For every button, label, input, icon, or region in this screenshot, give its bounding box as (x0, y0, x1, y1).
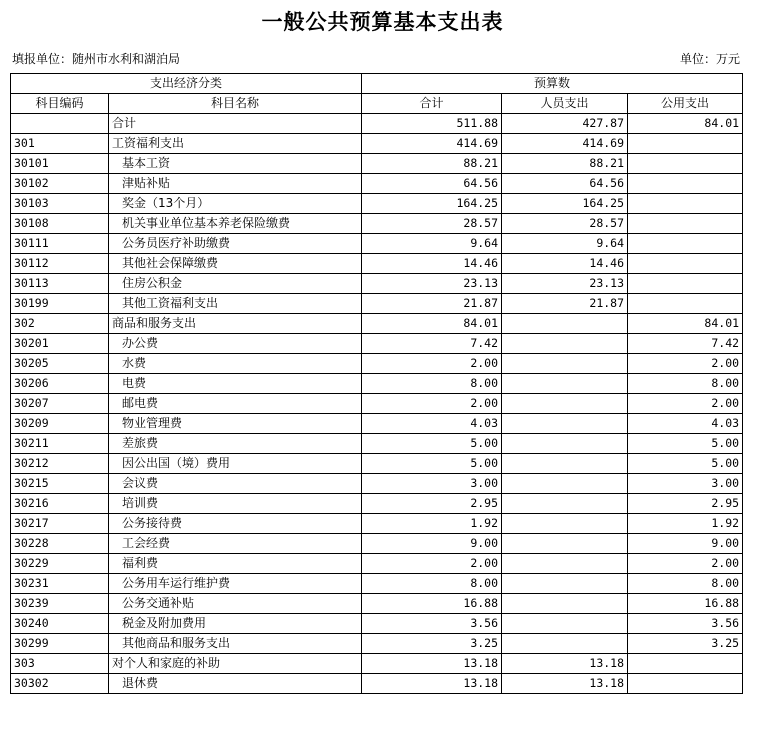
cell-name: 津贴补贴 (109, 174, 362, 194)
cell-personnel (502, 454, 628, 474)
cell-total: 8.00 (362, 374, 502, 394)
cell-personnel (502, 534, 628, 554)
cell-code: 30207 (11, 394, 109, 414)
table-row (11, 534, 743, 554)
header-budget-amount: 预算数 (362, 74, 743, 94)
table-row (11, 654, 743, 674)
cell-total: 64.56 (362, 174, 502, 194)
cell-public: 3.56 (628, 614, 743, 634)
cell-name: 差旅费 (109, 434, 362, 454)
header-public: 公用支出 (628, 94, 743, 114)
cell-public: 84.01 (628, 314, 743, 334)
cell-total: 2.00 (362, 394, 502, 414)
cell-name: 退休费 (109, 674, 362, 694)
cell-public (628, 214, 743, 234)
cell-personnel (502, 434, 628, 454)
cell-code (11, 114, 109, 134)
cell-public (628, 154, 743, 174)
cell-total: 8.00 (362, 574, 502, 594)
cell-name: 物业管理费 (109, 414, 362, 434)
cell-personnel (502, 334, 628, 354)
table-row (11, 114, 743, 134)
cell-code: 30205 (11, 354, 109, 374)
cell-code: 30215 (11, 474, 109, 494)
header-code: 科目编码 (11, 94, 109, 114)
cell-total: 3.25 (362, 634, 502, 654)
table-body (11, 114, 743, 694)
cell-total: 164.25 (362, 194, 502, 214)
cell-public (628, 174, 743, 194)
cell-name: 工会经费 (109, 534, 362, 554)
cell-personnel: 21.87 (502, 294, 628, 314)
cell-public: 5.00 (628, 434, 743, 454)
cell-personnel (502, 514, 628, 534)
table-row (11, 394, 743, 414)
table-row (11, 634, 743, 654)
cell-code: 30231 (11, 574, 109, 594)
cell-name: 工资福利支出 (109, 134, 362, 154)
cell-name: 机关事业单位基本养老保险缴费 (109, 214, 362, 234)
cell-personnel (502, 414, 628, 434)
cell-total: 414.69 (362, 134, 502, 154)
cell-personnel (502, 614, 628, 634)
cell-name: 税金及附加费用 (109, 614, 362, 634)
cell-personnel (502, 594, 628, 614)
cell-code: 30206 (11, 374, 109, 394)
cell-personnel (502, 574, 628, 594)
cell-public (628, 654, 743, 674)
header-row-columns (11, 94, 743, 114)
cell-public (628, 234, 743, 254)
table-row (11, 474, 743, 494)
table-row (11, 234, 743, 254)
cell-total: 2.00 (362, 554, 502, 574)
cell-personnel: 427.87 (502, 114, 628, 134)
cell-public (628, 294, 743, 314)
table-row (11, 194, 743, 214)
cell-code: 30217 (11, 514, 109, 534)
cell-total: 23.13 (362, 274, 502, 294)
cell-code: 30108 (11, 214, 109, 234)
table-row (11, 354, 743, 374)
table-row (11, 514, 743, 534)
cell-personnel: 14.46 (502, 254, 628, 274)
cell-total: 511.88 (362, 114, 502, 134)
cell-name: 邮电费 (109, 394, 362, 414)
reporting-unit: 填报单位：随州市水利和湖泊局 (12, 52, 181, 66)
cell-code: 30111 (11, 234, 109, 254)
cell-personnel: 414.69 (502, 134, 628, 154)
header-personnel: 人员支出 (502, 94, 628, 114)
cell-name: 其他工资福利支出 (109, 294, 362, 314)
cell-personnel (502, 494, 628, 514)
cell-personnel (502, 634, 628, 654)
cell-code: 30113 (11, 274, 109, 294)
cell-code: 30199 (11, 294, 109, 314)
cell-name: 基本工资 (109, 154, 362, 174)
cell-total: 7.42 (362, 334, 502, 354)
cell-code: 30209 (11, 414, 109, 434)
table-row (11, 434, 743, 454)
cell-public: 1.92 (628, 514, 743, 534)
cell-total: 4.03 (362, 414, 502, 434)
cell-name: 福利费 (109, 554, 362, 574)
cell-public: 2.00 (628, 354, 743, 374)
table-row (11, 274, 743, 294)
cell-personnel: 64.56 (502, 174, 628, 194)
cell-total: 28.57 (362, 214, 502, 234)
cell-total: 84.01 (362, 314, 502, 334)
cell-name: 其他社会保障缴费 (109, 254, 362, 274)
cell-total: 13.18 (362, 674, 502, 694)
cell-personnel (502, 474, 628, 494)
cell-code: 302 (11, 314, 109, 334)
cell-code: 303 (11, 654, 109, 674)
cell-name: 公务员医疗补助缴费 (109, 234, 362, 254)
cell-personnel: 23.13 (502, 274, 628, 294)
table-row (11, 454, 743, 474)
cell-public (628, 254, 743, 274)
cell-code: 30302 (11, 674, 109, 694)
cell-name: 合计 (109, 114, 362, 134)
cell-public: 16.88 (628, 594, 743, 614)
cell-code: 30211 (11, 434, 109, 454)
cell-code: 30239 (11, 594, 109, 614)
cell-public: 7.42 (628, 334, 743, 354)
table-row (11, 154, 743, 174)
cell-public: 5.00 (628, 454, 743, 474)
cell-total: 3.00 (362, 474, 502, 494)
cell-total: 88.21 (362, 154, 502, 174)
table-row (11, 294, 743, 314)
cell-name: 培训费 (109, 494, 362, 514)
budget-table (10, 73, 743, 694)
table-row (11, 554, 743, 574)
cell-total: 1.92 (362, 514, 502, 534)
cell-code: 30201 (11, 334, 109, 354)
cell-name: 住房公积金 (109, 274, 362, 294)
cell-code: 30103 (11, 194, 109, 214)
cell-code: 30299 (11, 634, 109, 654)
cell-name: 公务接待费 (109, 514, 362, 534)
cell-personnel: 88.21 (502, 154, 628, 174)
cell-name: 因公出国（境）费用 (109, 454, 362, 474)
cell-personnel: 28.57 (502, 214, 628, 234)
cell-public (628, 674, 743, 694)
page-title: 一般公共预算基本支出表 (261, 9, 504, 34)
cell-personnel (502, 354, 628, 374)
cell-name: 电费 (109, 374, 362, 394)
table-row (11, 574, 743, 594)
table-row (11, 594, 743, 614)
cell-total: 5.00 (362, 454, 502, 474)
cell-code: 30101 (11, 154, 109, 174)
table-row (11, 494, 743, 514)
cell-total: 13.18 (362, 654, 502, 674)
cell-personnel (502, 554, 628, 574)
cell-public: 2.00 (628, 394, 743, 414)
cell-total: 3.56 (362, 614, 502, 634)
cell-total: 16.88 (362, 594, 502, 614)
table-row (11, 614, 743, 634)
cell-public (628, 274, 743, 294)
cell-total: 5.00 (362, 434, 502, 454)
header-row-group (11, 74, 743, 94)
currency-unit: 单位：万元 (679, 52, 740, 66)
cell-personnel: 13.18 (502, 674, 628, 694)
cell-code: 30212 (11, 454, 109, 474)
cell-name: 会议费 (109, 474, 362, 494)
cell-public: 3.00 (628, 474, 743, 494)
cell-name: 其他商品和服务支出 (109, 634, 362, 654)
table-row (11, 674, 743, 694)
cell-code: 30102 (11, 174, 109, 194)
cell-code: 301 (11, 134, 109, 154)
cell-public: 2.00 (628, 554, 743, 574)
cell-name: 商品和服务支出 (109, 314, 362, 334)
cell-personnel: 164.25 (502, 194, 628, 214)
cell-name: 办公费 (109, 334, 362, 354)
cell-public: 3.25 (628, 634, 743, 654)
cell-personnel (502, 374, 628, 394)
table-row (11, 254, 743, 274)
cell-total: 9.64 (362, 234, 502, 254)
cell-name: 公务用车运行维护费 (109, 574, 362, 594)
table-row (11, 174, 743, 194)
cell-public: 84.01 (628, 114, 743, 134)
table-row (11, 314, 743, 334)
cell-code: 30228 (11, 534, 109, 554)
cell-name: 水费 (109, 354, 362, 374)
table-row (11, 214, 743, 234)
cell-total: 2.00 (362, 354, 502, 374)
cell-public (628, 134, 743, 154)
table-row (11, 334, 743, 354)
cell-code: 30216 (11, 494, 109, 514)
cell-name: 奖金（13个月） (109, 194, 362, 214)
cell-total: 21.87 (362, 294, 502, 314)
cell-personnel: 9.64 (502, 234, 628, 254)
cell-public: 8.00 (628, 374, 743, 394)
table-row (11, 414, 743, 434)
cell-public: 9.00 (628, 534, 743, 554)
cell-total: 14.46 (362, 254, 502, 274)
header-total: 合计 (362, 94, 502, 114)
cell-public: 8.00 (628, 574, 743, 594)
cell-name: 公务交通补贴 (109, 594, 362, 614)
cell-public: 2.95 (628, 494, 743, 514)
table-row (11, 134, 743, 154)
cell-code: 30240 (11, 614, 109, 634)
cell-personnel: 13.18 (502, 654, 628, 674)
header-economic-classification: 支出经济分类 (11, 74, 362, 94)
cell-total: 2.95 (362, 494, 502, 514)
table-row (11, 374, 743, 394)
cell-personnel (502, 394, 628, 414)
cell-name: 对个人和家庭的补助 (109, 654, 362, 674)
header-name: 科目名称 (109, 94, 362, 114)
cell-public: 4.03 (628, 414, 743, 434)
cell-total: 9.00 (362, 534, 502, 554)
cell-public (628, 194, 743, 214)
cell-code: 30229 (11, 554, 109, 574)
cell-personnel (502, 314, 628, 334)
cell-code: 30112 (11, 254, 109, 274)
